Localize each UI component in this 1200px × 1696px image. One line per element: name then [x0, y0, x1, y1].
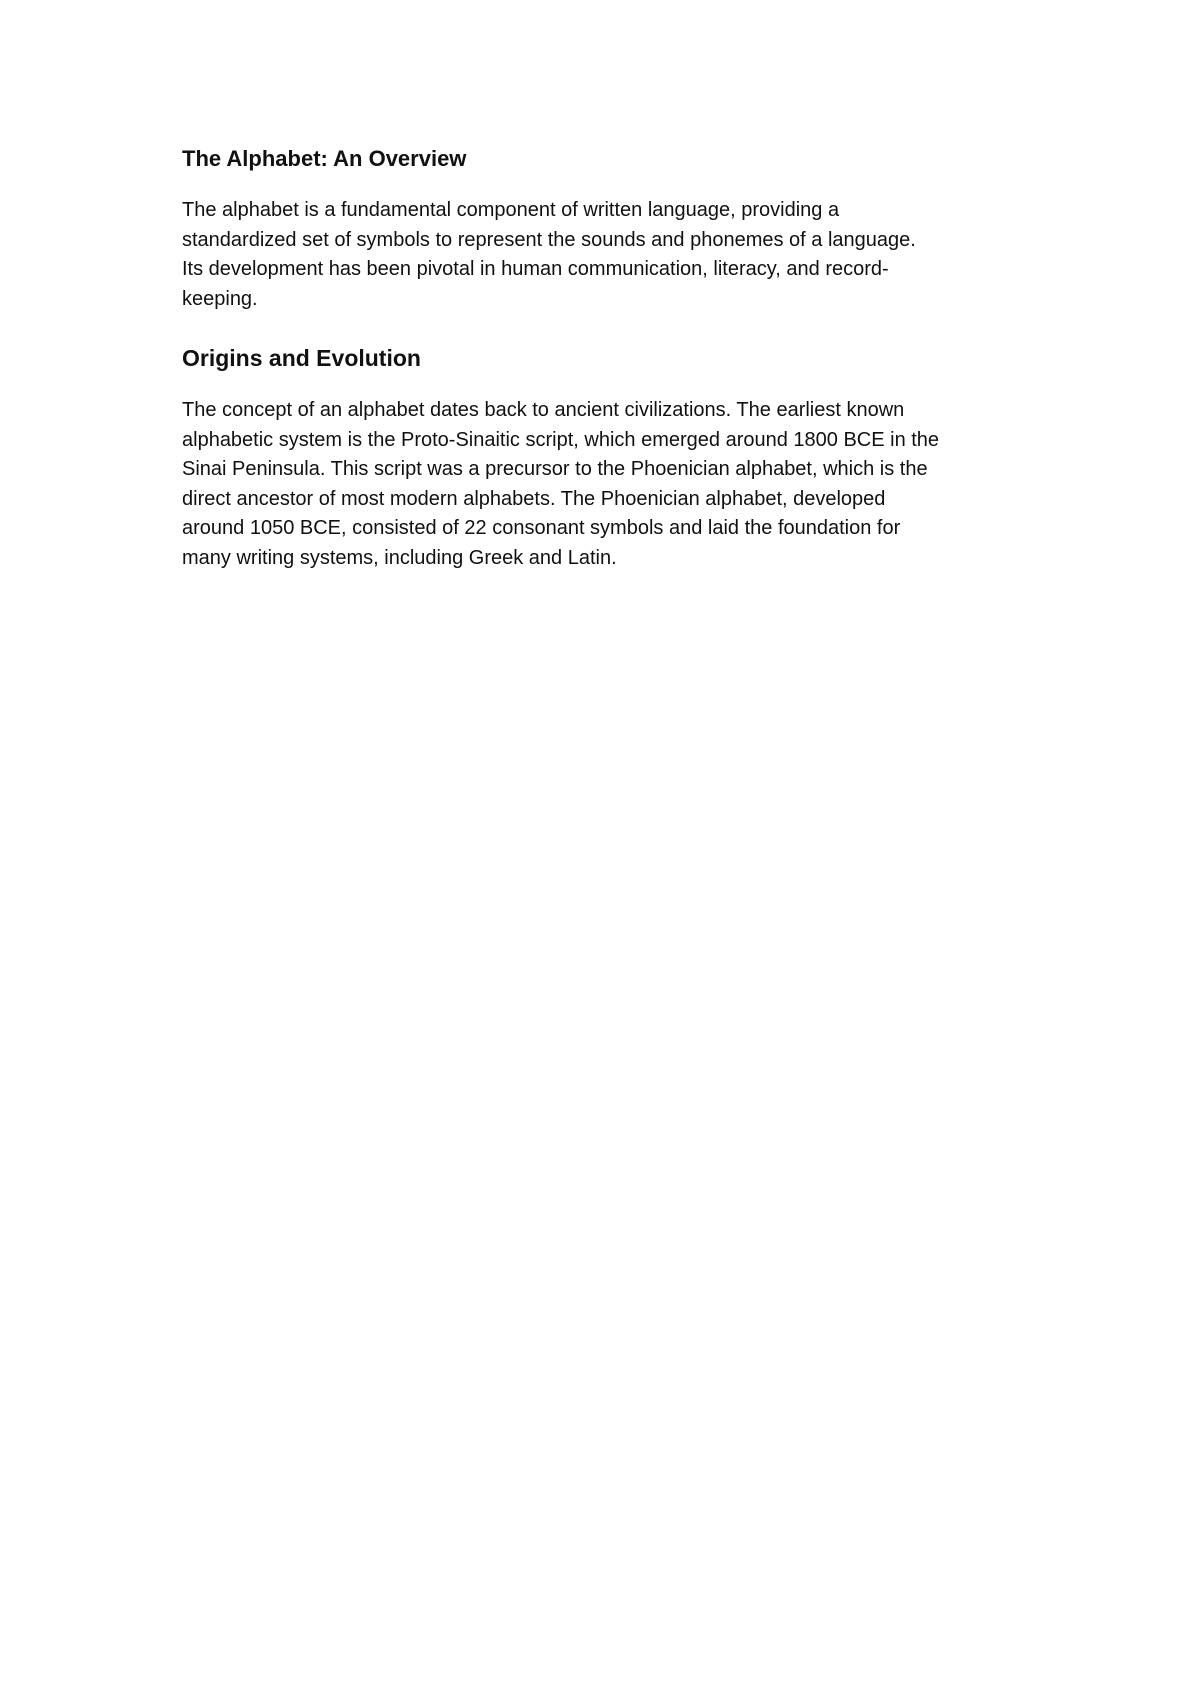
- paragraph-line: Sinai Peninsula. This script was a precursor to the Phoenician alphabet, which is the: [182, 458, 928, 480]
- paragraph-line: alphabetic system is the Proto-Sinaitic script, which emerged around 1800 BCE in the: [182, 428, 940, 451]
- paragraph-line: standardized set of symbols to represent the sounds and phonemes of a language.: [182, 228, 916, 251]
- intro-paragraph: [182, 196, 1032, 314]
- document-title: The Alphabet: An Overview: [182, 146, 467, 171]
- paragraph-line: around 1050 BCE, consisted of 22 consonant symbols and laid the foundation for: [182, 517, 901, 539]
- section-paragraph: [182, 396, 1032, 573]
- paragraph-line: many writing systems, including Greek and Latin.: [182, 546, 617, 569]
- paragraph-line: keeping.: [182, 287, 258, 310]
- document-body: [182, 144, 1032, 573]
- paragraph-line: The concept of an alphabet dates back to ancient civilizations. The earliest known: [182, 399, 905, 421]
- paragraph-line: Its development has been pivotal in human communication, literacy, and record-: [182, 258, 889, 280]
- paragraph-line: The alphabet is a fundamental component of written language, providing a: [182, 199, 840, 221]
- paragraph-line: direct ancestor of most modern alphabets. The Phoenician alphabet, developed: [182, 487, 886, 510]
- section-heading: Origins and Evolution: [182, 345, 421, 371]
